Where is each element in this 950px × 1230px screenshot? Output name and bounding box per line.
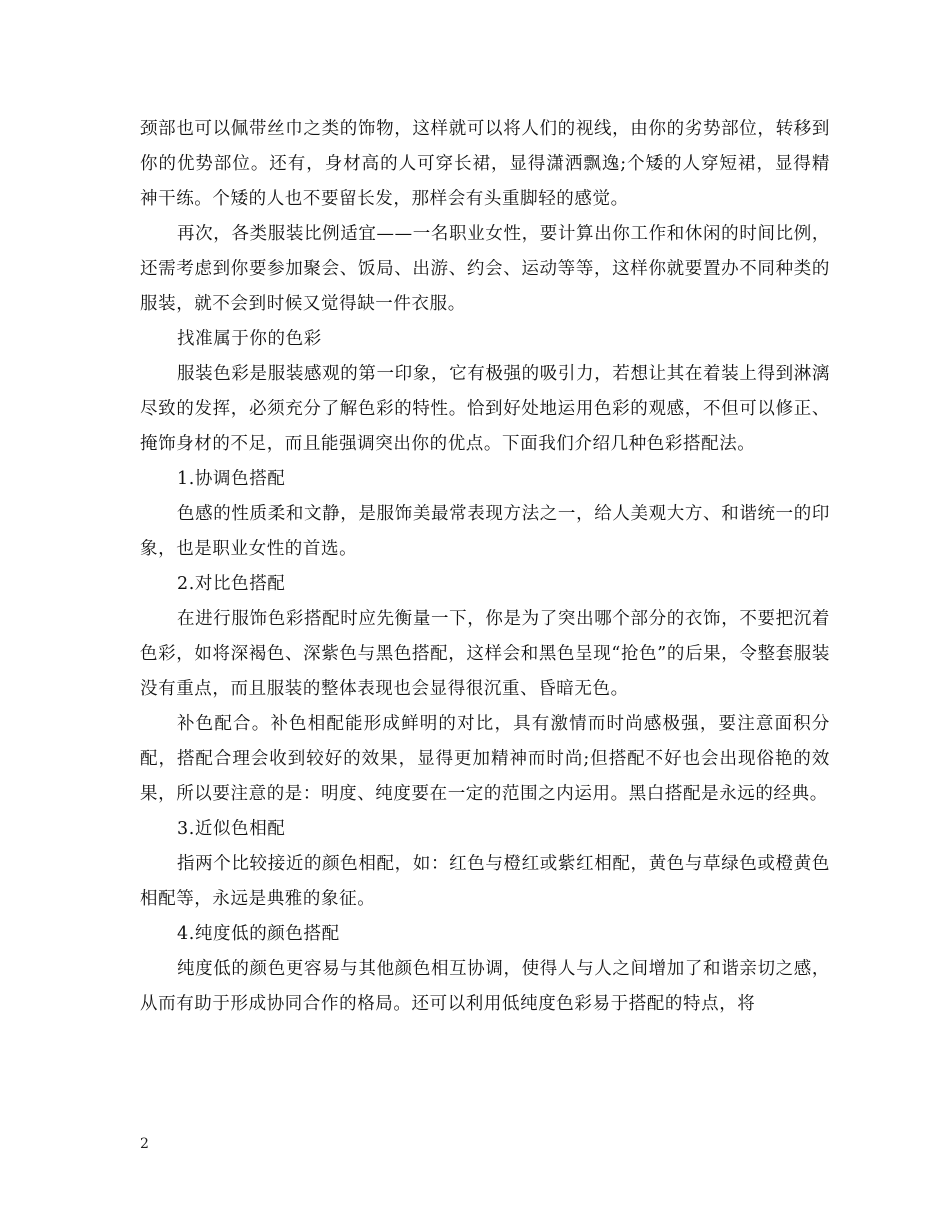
paragraph-harmonious-colors: 色感的性质柔和文静，是服饰美最常表现方法之一，给人美观大方、和谐统一的印象，也是职业女性的首选。 <box>140 504 830 559</box>
paragraph-neck-accessories: 颈部也可以佩带丝巾之类的饰物，这样就可以将人们的视线，由你的劣势部位，转移到你的优势部位。还有，身材高的人可穿长裙，显得潇洒飘逸;个矮的人穿短裙，显得精神干练。个矮的人也不要留长发，那样会有头重脚轻的感觉。 <box>140 119 830 209</box>
paragraph-clothing-proportion: 再次，各类服装比例适宜——一名职业女性，要计算出你工作和休闲的时间比例，还需考虑到你要参加聚会、饭局、出游、约会、运动等等，这样你就要置办不同种类的服装，就不会到时候又觉得缺一件衣服。 <box>140 224 830 314</box>
paragraph-color-impression: 服装色彩是服装感观的第一印象，它有极强的吸引力，若想让其在着装上得到淋漓尽致的发挥，必须充分了解色彩的特性。恰到好处地运用色彩的观感，不但可以修正、掩饰身材的不足，而且能强调突出你的优点。下面我们介绍几种色彩搭配法。 <box>140 364 830 454</box>
section-heading-find-your-color: 找准属于你的色彩 <box>177 329 322 349</box>
document-body <box>140 112 830 1022</box>
page-number: 2 <box>140 1136 149 1152</box>
subheading-contrast-colors: 2.对比色搭配 <box>177 574 286 594</box>
subheading-similar-colors: 3.近似色相配 <box>177 819 286 839</box>
subheading-harmonious-colors: 1.协调色搭配 <box>177 469 286 489</box>
paragraph-low-saturation-colors: 纯度低的颜色更容易与其他颜色相互协调，使得人与人之间增加了和谐亲切之感，从而有助于形成协同合作的格局。还可以利用低纯度色彩易于搭配的特点，将 <box>140 959 830 1014</box>
paragraph-contrast-colors: 在进行服饰色彩搭配时应先衡量一下，你是为了突出哪个部分的衣饰，不要把沉着色彩，如将深褐色、深紫色与黑色搭配，这样会和黑色呈现“抢色”的后果，令整套服装没有重点，而且服装的整体表现也会显得很沉重、昏暗无色。 <box>140 609 830 699</box>
subheading-low-saturation-colors: 4.纯度低的颜色搭配 <box>177 924 340 944</box>
paragraph-similar-colors: 指两个比较接近的颜色相配，如：红色与橙红或紫红相配，黄色与草绿色或橙黄色相配等，永远是典雅的象征。 <box>140 854 830 909</box>
paragraph-complementary-colors: 补色配合。补色相配能形成鲜明的对比，具有激情而时尚感极强，要注意面积分配，搭配合理会收到较好的效果，显得更加精神而时尚;但搭配不好也会出现俗艳的效果，所以要注意的是：明度、纯度要在一定的范围之内运用。黑白搭配是永远的经典。 <box>140 714 830 804</box>
